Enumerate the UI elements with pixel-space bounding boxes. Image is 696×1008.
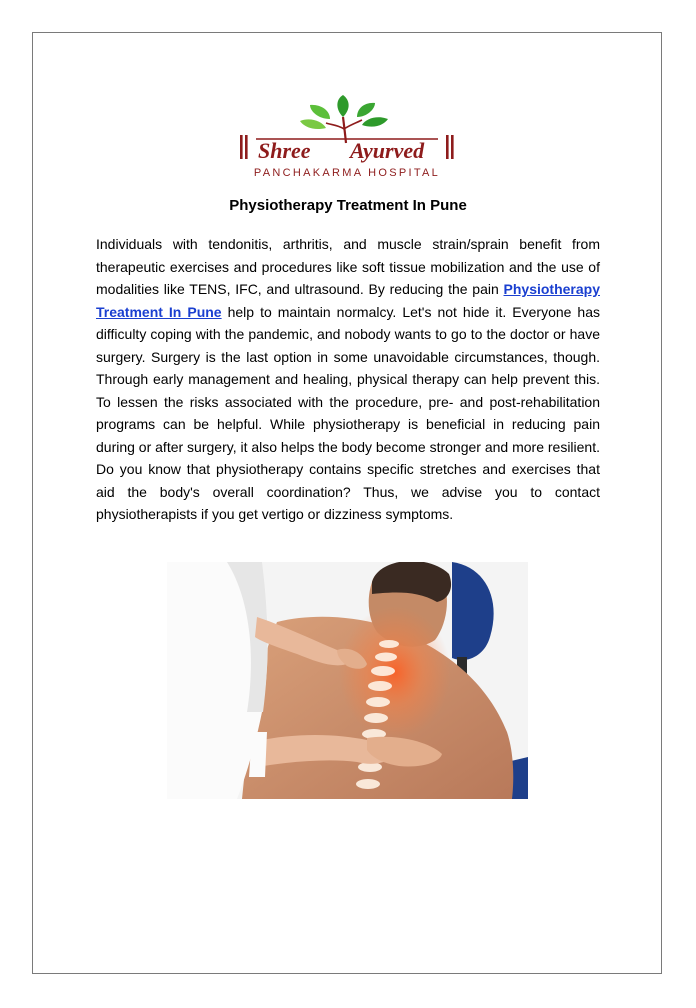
brand-name-part1: Shree: [258, 138, 311, 163]
paragraph-text-before-link: Individuals with tendonitis, arthritis, and muscle strain/sprain benefit from therapeutic exercises and procedures like soft tissue mobilization and the use of modalities like TENS, IFC, and ultrasound. By reducing the pain: [96, 236, 600, 297]
page-title: Physiotherapy Treatment In Pune: [229, 197, 467, 214]
brand-tagline: PANCHAKARMA HOSPITAL: [253, 167, 441, 179]
hospital-logo: [238, 95, 456, 180]
physiotherapy-treatment-link[interactable]: Physiotherapy Treatment In Pune: [96, 281, 600, 320]
article-paragraph: [96, 233, 600, 526]
physiotherapy-photo: [167, 562, 528, 799]
paragraph-text-after-link: help to maintain normalcy. Let's not hide it. Everyone has difficulty coping with the pandemic, and nobody wants to go to the doctor or have surgery. Surgery is the last option in some unavoidable circumstances, though. Through early management and healing, physical therapy can help prevent this. To lessen the risks associated with the procedure, pre- and post-rehabilitation programs can be helpful. While physiotherapy is beneficial in reducing pain during or after surgery, it also helps the body become stronger and more resilient. Do you know that physiotherapy contains specific stretches and exercises that aid the body's overall coordination? Thus, we advise you to contact physiotherapists if you get vertigo or dizziness symptoms.: [96, 303, 600, 522]
brand-name-part2: Ayurved: [350, 138, 425, 163]
